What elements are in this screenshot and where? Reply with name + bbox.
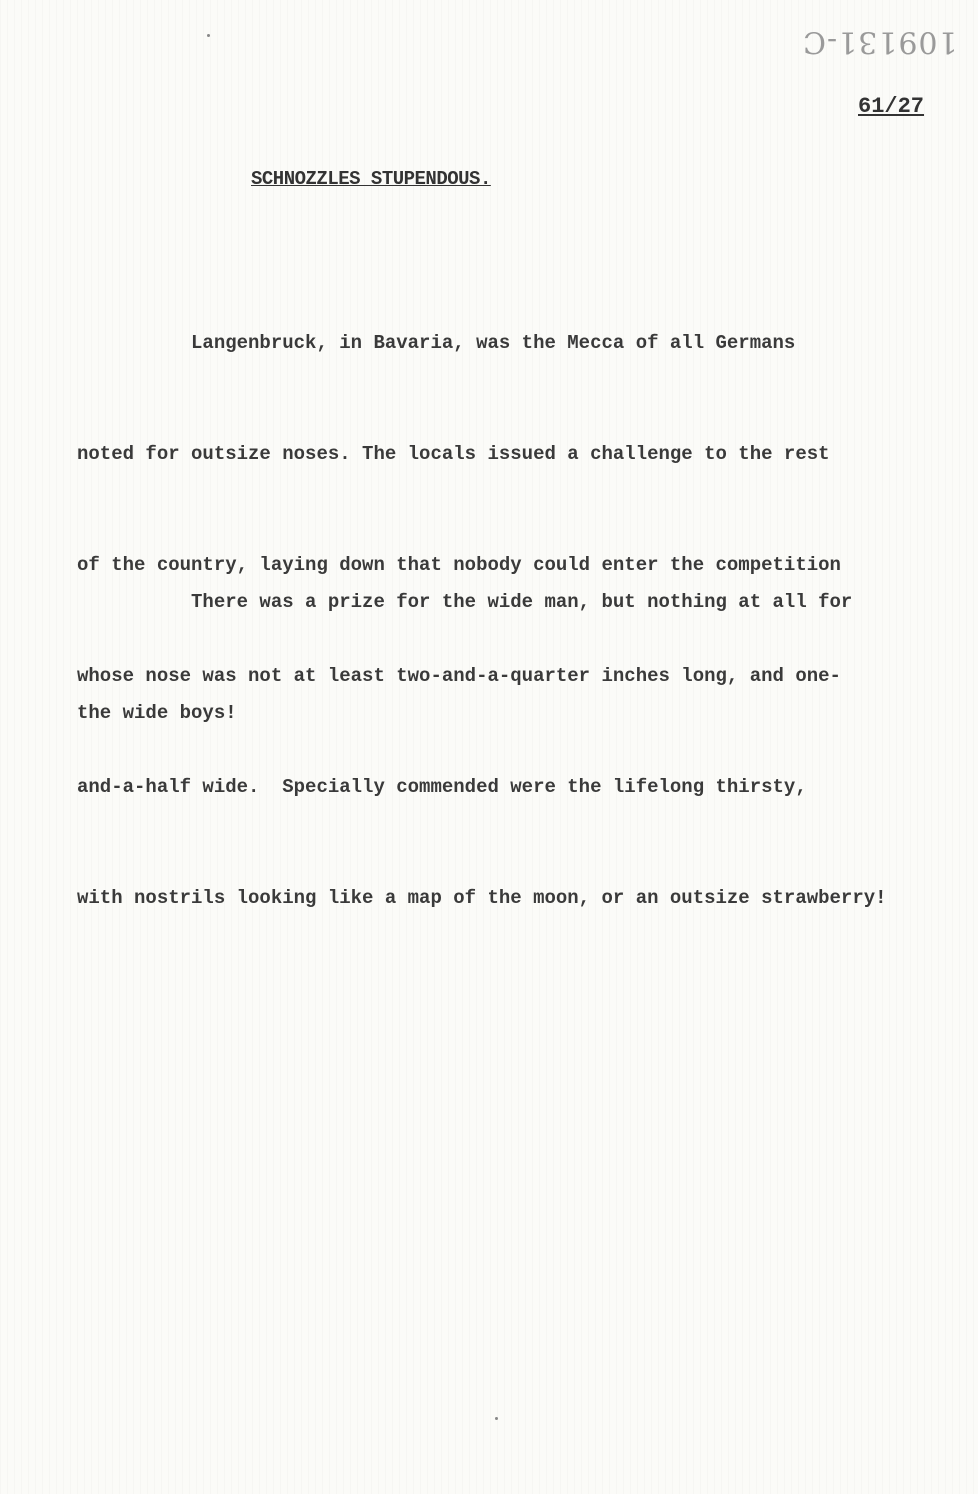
paragraph-line: the wide boys! — [77, 702, 237, 724]
handwritten-reference-number: 109131-C — [802, 24, 958, 59]
paragraph-line: There was a prize for the wide man, but nothing at all for — [77, 591, 853, 613]
paragraph-line: noted for outsize noses. The locals issued a challenge to the rest — [77, 443, 830, 465]
paper-speck — [495, 1417, 498, 1420]
paragraph-line: with nostrils looking like a map of the moon, or an outsize strawberry! — [77, 887, 887, 909]
paper-speck — [207, 34, 210, 37]
page-number: 61/27 — [858, 94, 925, 119]
paragraph-line: Langenbruck, in Bavaria, was the Mecca of all Germans — [77, 332, 796, 354]
paragraph-line: and-a-half wide. Specially commended were the lifelong thirsty, — [77, 776, 807, 798]
paragraph-line: whose nose was not at least two-and-a-quarter inches long, and one- — [77, 665, 841, 687]
paragraph-line: of the country, laying down that nobody could enter the competition — [77, 554, 841, 576]
document-title: SCHNOZZLES STUPENDOUS. — [251, 168, 491, 190]
paragraph-2 — [77, 510, 967, 806]
